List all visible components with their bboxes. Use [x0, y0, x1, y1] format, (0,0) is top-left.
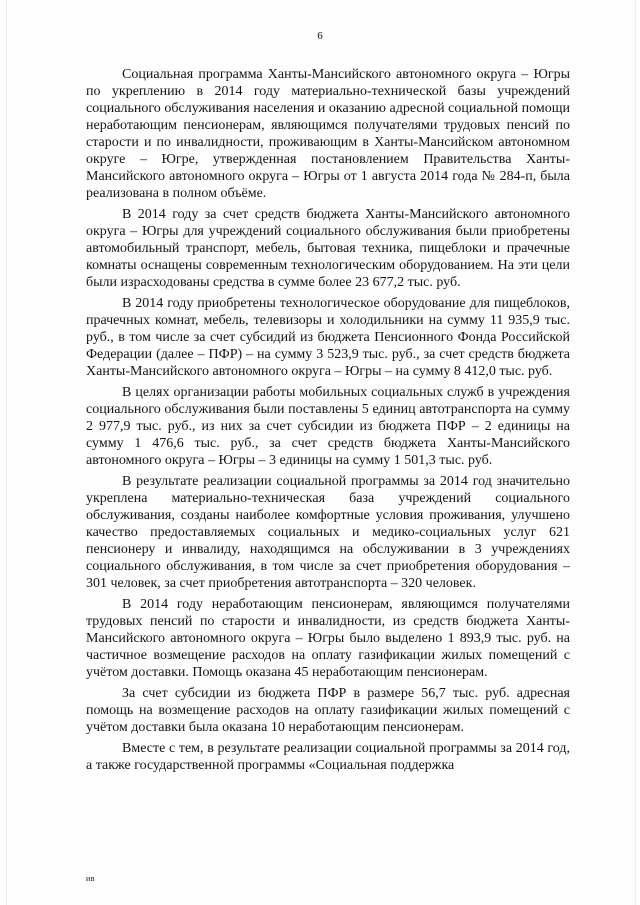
- paragraph-equipment: В 2014 году приобретены технологическое оборудование для пищеблоков, прачечных комнат, мебель, телевизоры и холодильники на сумму 11 935,9 тыс. руб., в том числе за счет субсидий из бюджета Пенсионного Фонда Российской Федерации (далее – ПФР) – на сумму 3 523,9 тыс. руб., за счет средств бюджета Ханты-Мансийского автономного округа – Югры – на сумму 8 412,0 тыс. руб.: [86, 296, 570, 379]
- paragraph-budget-purchases: В 2014 году за счет средств бюджета Ханты-Мансийского автономного округа – Югры для учреждений социального обслуживания были приобретены автомобильный транспорт, мебель, бытовая техника, пищеблоки и прачечные комнаты оснащены современным технологическим оборудованием. На эти цели были израсходованы средства в сумме более 23 677,2 тыс. руб.: [86, 207, 570, 290]
- document-body: [86, 66, 570, 774]
- paragraph-results: В результате реализации социальной программы за 2014 год значительно укреплена материально-техническая база учреждений социального обслуживания, созданы наиболее комфортные условия проживания, улучшено качество предоставляемых социальных и медико-социальных услуг 621 пенсионеру и инвалиду, находящимся на обслуживании в 3 учреждениях социального обслуживания, в том числе за счет приобретения оборудования – 301 человек, за счет приобретения автотранспорта – 320 человек.: [86, 474, 570, 591]
- paragraph-gasification-aid: В 2014 году неработающим пенсионерам, являющимся получателями трудовых пенсий по старости и инвалидности, из средств бюджета Ханты-Мансийского автономного округа – Югры было выделено 1 893,9 тыс. руб. на частичное возмещение расходов на оплату газификации жилых помещений с учётом доставки. Помощь оказана 45 неработающим пенсионерам.: [86, 597, 570, 680]
- page-edge-left: [6, 0, 7, 905]
- page-edge-right: [635, 0, 636, 905]
- page-number: 6: [317, 30, 323, 42]
- footer-mark: ив: [86, 874, 96, 883]
- paragraph-mobile-services: В целях организации работы мобильных социальных служб в учреждения социального обслуживания были поставлены 5 единиц автотранспорта на сумму 2 977,9 тыс. руб., из них за счет субсидии из бюджета ПФР – 2 единицы на сумму 1 476,6 тыс. руб., за счет средств бюджета Ханты-Мансийского автономного округа – Югры – 3 единицы на сумму 1 501,3 тыс. руб.: [86, 385, 570, 468]
- paragraph-continuation: Вместе с тем, в результате реализации социальной программы за 2014 год, а также государственной программы «Социальная поддержка: [86, 741, 570, 773]
- paragraph-pfr-subsidy: За счет субсидии из бюджета ПФР в размере 56,7 тыс. руб. адресная помощь на возмещение расходов на оплату газификации жилых помещений с учётом доставки была оказана 10 неработающим пенсионерам.: [86, 686, 570, 735]
- paragraph-program-summary: Социальная программа Ханты-Мансийского автономного округа – Югры по укреплению в 2014 году материально-технической базы учреждений социального обслуживания населения и оказанию адресной социальной помощи неработающим пенсионерам, являющимся получателями трудовых пенсий по старости и по инвалидности, проживающим в Ханты-Мансийском автономном округе – Югре, утвержденная постановлением Правительства Ханты-Мансийского автономного округа – Югры от 1 августа 2014 года № 284-п, была реализована в полном объёме.: [86, 67, 570, 201]
